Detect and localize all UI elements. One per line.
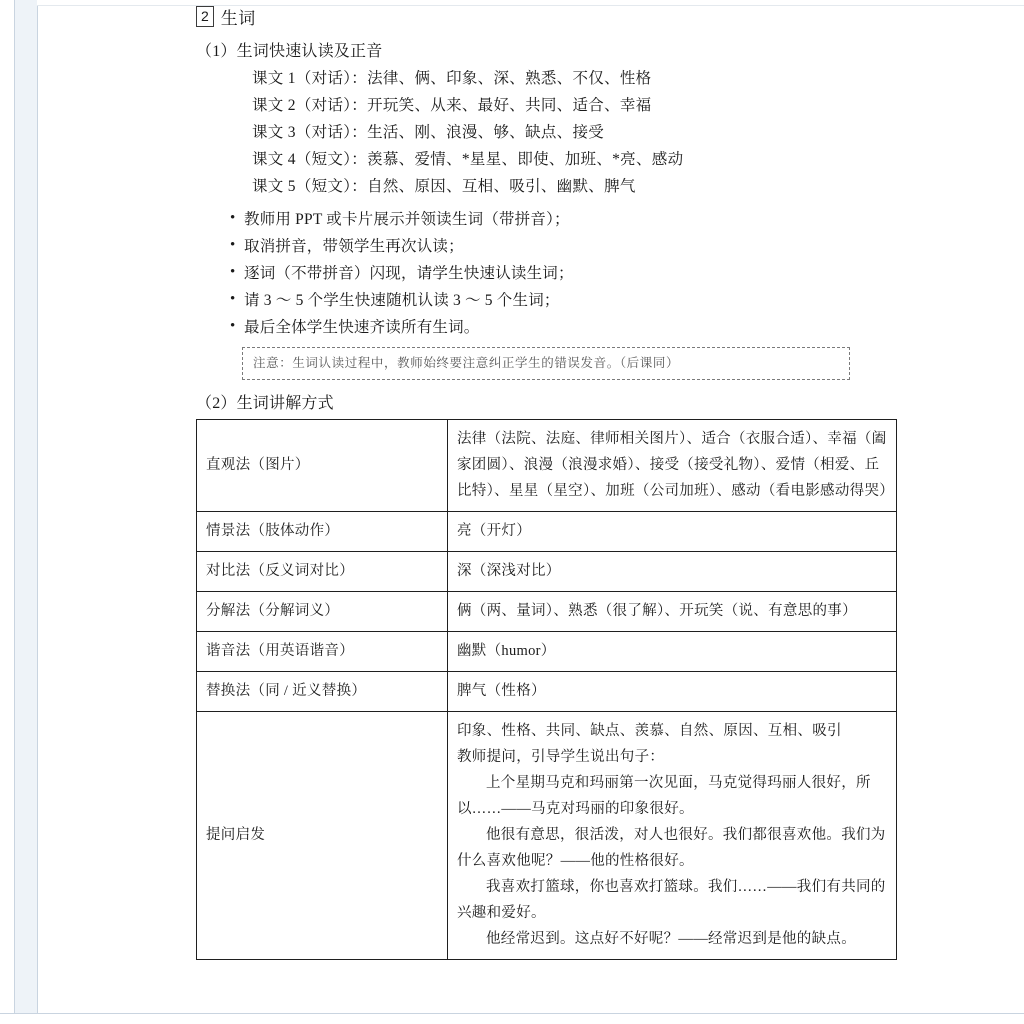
table-row (197, 712, 897, 960)
page-bottom-rule (0, 1013, 1024, 1024)
method-content-cell: 深（深浅对比） (448, 552, 897, 592)
table-row (197, 420, 897, 512)
lesson-vocab-list (196, 65, 896, 200)
method-label-cell: 直观法（图片） (197, 420, 448, 512)
method-label-cell: 对比法（反义词对比） (197, 552, 448, 592)
list-item: • 最后全体学生快速齐读所有生词。 (230, 314, 896, 341)
note-label: 注意： (253, 356, 293, 370)
vocab-line: 印象、性格、共同、缺点、羡慕、自然、原因、互相、吸引 (457, 723, 842, 739)
method-content-cell: 幽默（humor） (448, 632, 897, 672)
document-content (196, 4, 896, 960)
procedure-bullet-list (196, 206, 896, 341)
example-paragraph: 我喜欢打篮球，你也喜欢打篮球。我们……——我们有共同的兴趣和爱好。 (457, 879, 886, 921)
method-label-cell: 提问启发 (197, 712, 448, 960)
list-item: • 逐词（不带拼音）闪现，请学生快速认读生词； (230, 260, 896, 287)
subsection-2-heading: （2）生词讲解方式 (196, 395, 334, 412)
page-edge-outer (0, 0, 15, 1024)
subsection-1-heading: （1）生词快速认读及正音 (196, 43, 383, 60)
list-item: • 取消拼音，带领学生再次认读； (230, 233, 896, 260)
method-content-cell: 亮（开灯） (448, 512, 897, 552)
prompt-line: 教师提问，引导学生说出句子： (457, 749, 665, 765)
table-row (197, 592, 897, 632)
method-content-cell: 法律（法院、法庭、律师相关图片）、适合（衣服合适）、幸福（阖家团圆）、浪漫（浪漫求婚）、接受（接受礼物）、爱情（相爱、丘比特）、星星（星空）、加班（公司加班）、感动（看电影感动得哭） (448, 420, 897, 512)
list-item: • 教师用 PPT 或卡片展示并领读生词（带拼音）； (230, 206, 896, 233)
table-row (197, 672, 897, 712)
table-row (197, 552, 897, 592)
method-label-cell: 替换法（同 / 近义替换） (197, 672, 448, 712)
section-title: 生词 (220, 9, 256, 28)
section-heading (196, 4, 896, 29)
method-label-cell: 谐音法（用英语谐音） (197, 632, 448, 672)
list-item: • 请 3 ～ 5 个学生快速随机认读 3 ～ 5 个生词； (230, 287, 896, 314)
table-row (197, 512, 897, 552)
list-item: 课文 3（对话）：生活、刚、浪漫、够、缺点、接受 (252, 124, 605, 141)
table-row (197, 632, 897, 672)
method-label-cell: 情景法（肢体动作） (197, 512, 448, 552)
list-item: 课文 2（对话）：开玩笑、从来、最好、共同、适合、幸福 (252, 97, 652, 114)
method-content-cell (448, 712, 897, 960)
example-paragraph: 他很有意思，很活泼，对人也很好。我们都很喜欢他。我们为什么喜欢他呢？——他的性格很好。 (457, 827, 886, 869)
method-content-cell: 俩（两、量词）、熟悉（很了解）、开玩笑（说、有意思的事） (448, 592, 897, 632)
example-paragraph: 上个星期马克和玛丽第一次见面，马克觉得玛丽人很好，所以……——马克对玛丽的印象很好。 (457, 775, 871, 817)
list-item: 课文 1（对话）：法律、俩、印象、深、熟悉、不仅、性格 (252, 70, 652, 87)
list-item: 课文 5（短文）：自然、原因、互相、吸引、幽默、脾气 (252, 178, 636, 195)
section-number-box: 2 (196, 6, 214, 27)
list-item: 课文 4（短文）：羡慕、爱情、*星星、即使、加班、*亮、感动 (252, 151, 684, 168)
example-paragraph: 他经常迟到。这点好不好呢？——经常迟到是他的缺点。 (486, 931, 856, 947)
page-edge-band (15, 0, 38, 1024)
method-content-cell: 脾气（性格） (448, 672, 897, 712)
teaching-methods-table (196, 419, 897, 960)
note-callout (242, 347, 850, 380)
note-text: 生词认读过程中，教师始终要注意纠正学生的错误发音。（后课同） (292, 356, 680, 370)
method-label-cell: 分解法（分解词义） (197, 592, 448, 632)
